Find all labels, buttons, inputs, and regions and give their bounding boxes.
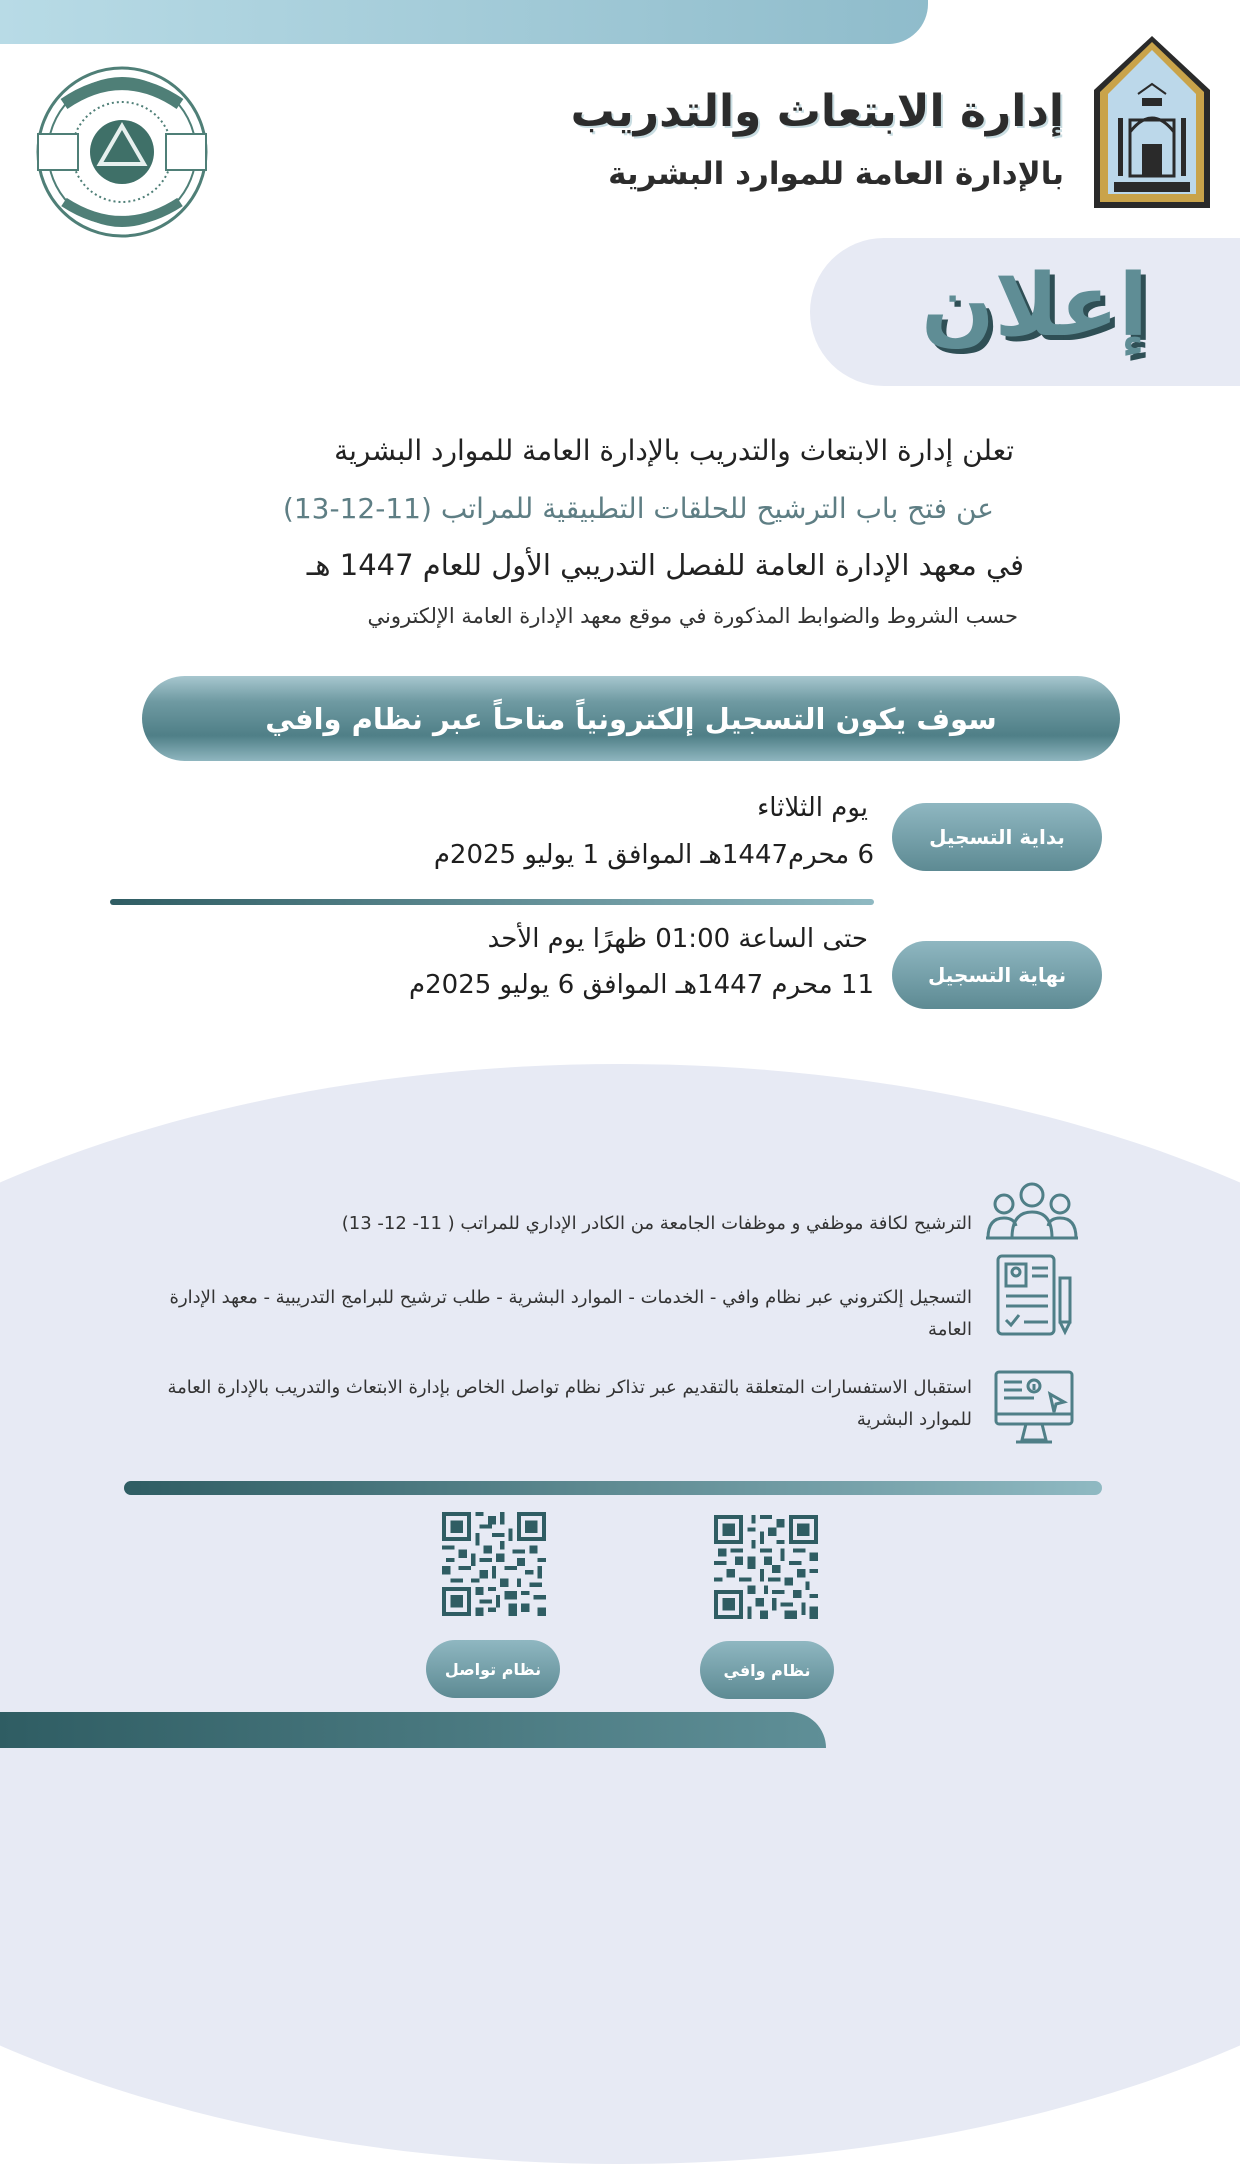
top-decorative-bar	[0, 0, 928, 44]
bottom-divider	[124, 1481, 1102, 1495]
announcement-line-2: عن فتح باب الترشيح للحلقات التطبيقية للمراتب (11-12-13)	[282, 492, 994, 525]
registration-end-date: 11 محرم 1447هـ الموافق 6 يوليو 2025م	[409, 970, 874, 1000]
header-title: إدارة الابتعاث والتدريب	[570, 86, 1064, 137]
header-subtitle: بالإدارة العامة للموارد البشرية	[608, 156, 1064, 192]
computer-info-icon	[992, 1366, 1076, 1450]
wafi-button[interactable]: نظام وافي	[700, 1641, 834, 1699]
institute-seal-logo	[34, 64, 210, 240]
section-divider	[110, 899, 874, 905]
wafi-qr-code[interactable]	[714, 1515, 818, 1619]
info-inquiries: استقبال الاستفسارات المتعلقة بالتقديم عبر تذاكر نظام تواصل الخاص بإدارة الابتعاث والتدريب بالإدارة العامة للموارد البشرية	[167, 1377, 972, 1430]
registration-start-day: يوم الثلاثاء	[757, 793, 868, 823]
registration-end-day: حتى الساعة 01:00 ظهرًا يوم الأحد	[487, 924, 868, 954]
registration-banner: سوف يكون التسجيل إلكترونياً متاحاً عبر نظام وافي	[142, 676, 1120, 761]
announcement-line-3: في معهد الإدارة العامة للفصل التدريبي الأول للعام 1447 هـ	[306, 548, 1024, 582]
announcement-line-4: حسب الشروط والضوابط المذكورة في موقع معهد الإدارة العامة الإلكتروني	[367, 604, 1018, 628]
announcement-line-1: تعلن إدارة الابتعاث والتدريب بالإدارة العامة للموارد البشرية	[334, 434, 1014, 467]
document-checklist-icon	[992, 1252, 1078, 1338]
people-group-icon	[984, 1180, 1080, 1240]
university-logo	[1090, 32, 1214, 212]
registration-start-label: بداية التسجيل	[892, 803, 1102, 871]
registration-start-date: 6 محرم1447هـ الموافق 1 يوليو 2025م	[433, 840, 874, 870]
registration-end-label: نهاية التسجيل	[892, 941, 1102, 1009]
info-registration-path: التسجيل إلكتروني عبر نظام وافي - الخدمات - الموارد البشرية - طلب ترشيح للبرامج التدريبية - معهد الإدارة العامة	[169, 1287, 972, 1340]
info-eligibility: الترشيح لكافة موظفي و موظفات الجامعة من الكادر الإداري للمراتب ( 11- 12- 13)	[341, 1213, 972, 1234]
announcement-label: إعلان	[921, 256, 1148, 356]
bottom-decorative-bar	[0, 1712, 826, 1748]
tawasul-button[interactable]: نظام تواصل	[426, 1640, 560, 1698]
tawasul-qr-code[interactable]	[442, 1512, 546, 1616]
